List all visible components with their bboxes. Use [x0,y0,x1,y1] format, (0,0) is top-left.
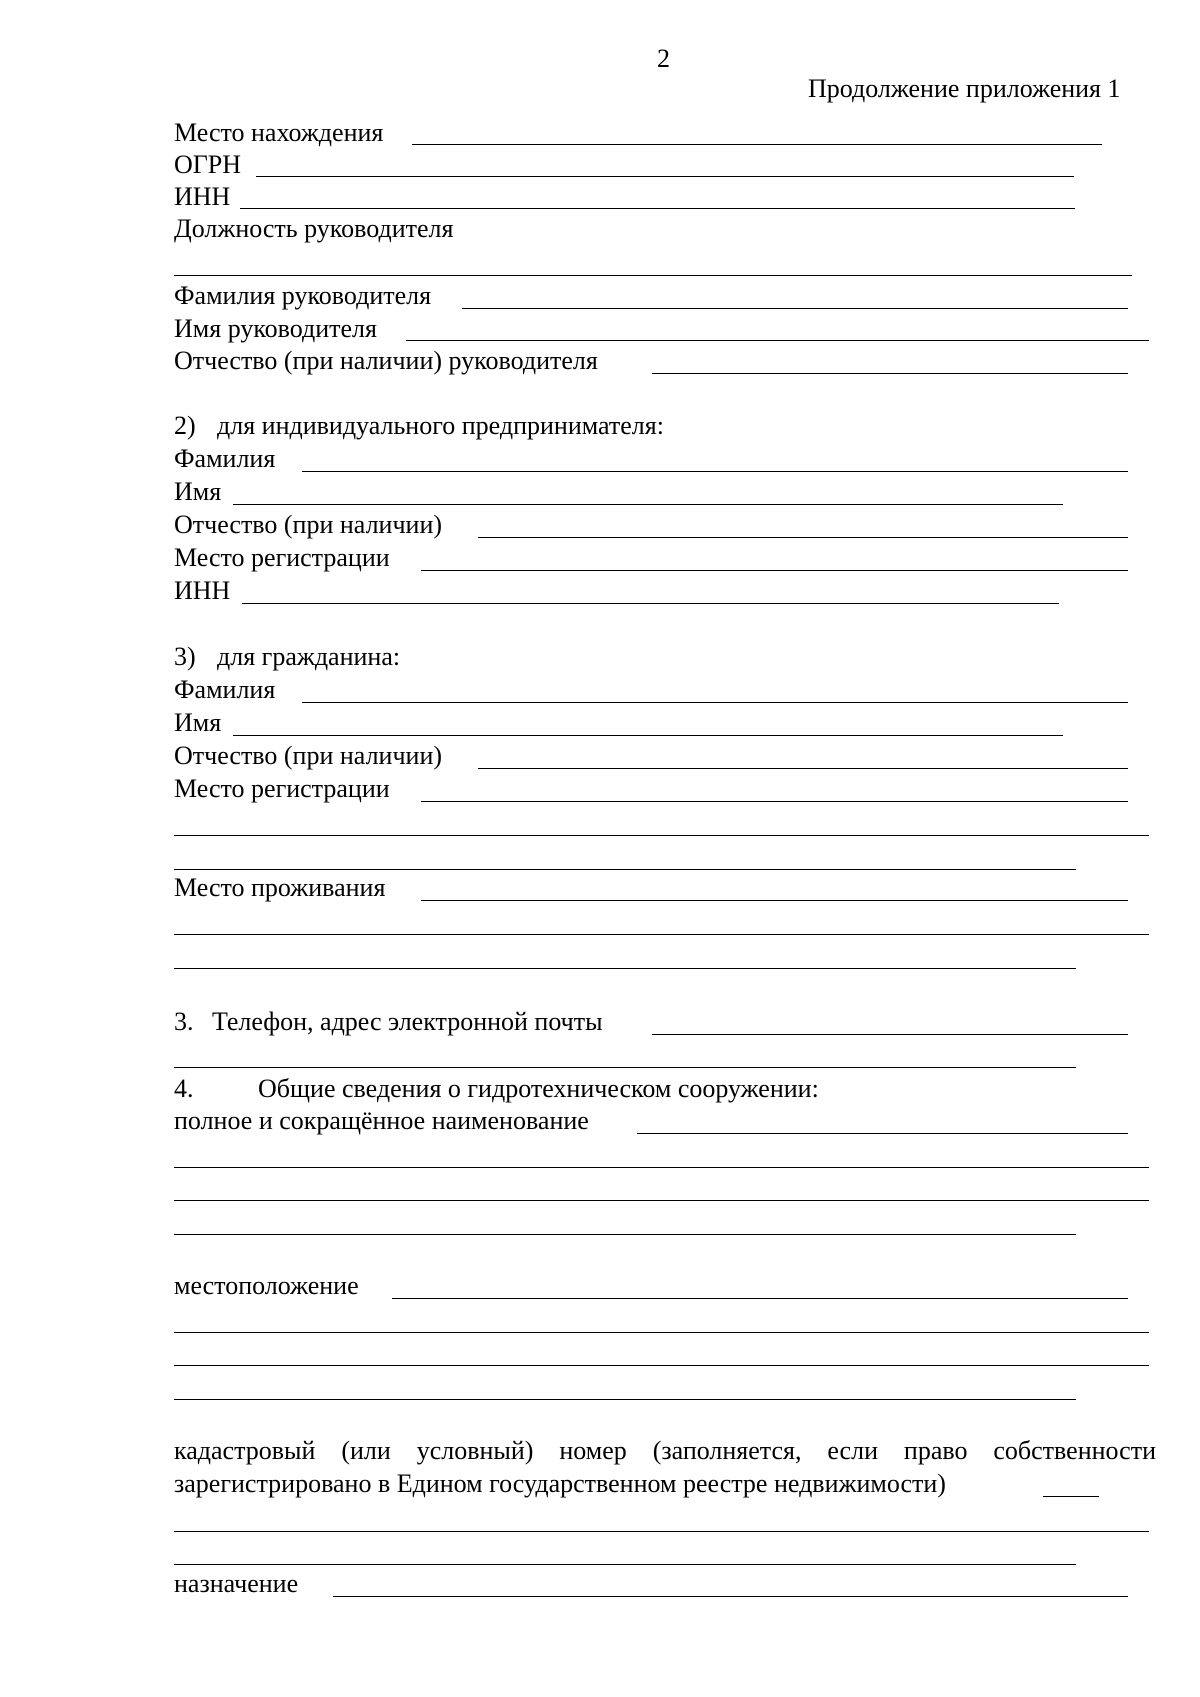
head-surname-label: Фамилия руководителя [174,281,432,310]
purpose-label: назначение [174,1569,299,1598]
ogrn-label: ОГРН [174,150,242,179]
citizen-registration-field[interactable] [421,801,1128,802]
structure-location-field-line4[interactable] [174,1399,1076,1400]
full-name-field-line2[interactable] [174,1167,1149,1168]
location-label: Место нахождения [174,118,384,147]
citizen-patronymic-label: Отчество (при наличии) [174,741,443,770]
head-name-label: Имя руководителя [174,314,377,343]
citizen-registration-field-line3[interactable] [174,869,1076,870]
structure-num: 4. [174,1074,194,1103]
ip-name-label: Имя [174,477,222,506]
citizen-name-label: Имя [174,708,222,737]
structure-heading: Общие сведения о гидротехническом сооружении: [258,1074,819,1103]
ip-heading: для индивидуального предпринимателя: [217,411,664,440]
inn-label: ИНН [174,182,231,211]
full-name-field-line3[interactable] [174,1200,1149,1201]
ogrn-field[interactable] [256,176,1074,177]
head-position-field[interactable] [174,275,1132,276]
full-name-field[interactable] [637,1133,1128,1134]
citizen-registration-field-line2[interactable] [174,835,1149,836]
ip-registration-label: Место регистрации [174,543,390,572]
cadastral-field-line3[interactable] [174,1564,1076,1565]
continuation-note: Продолжение приложения 1 [808,74,1121,103]
head-position-label: Должность руководителя [174,214,454,243]
citizen-residence-field[interactable] [421,900,1128,901]
citizen-registration-label: Место регистрации [174,774,390,803]
ip-surname-field[interactable] [302,471,1128,472]
citizen-surname-field[interactable] [302,702,1128,703]
contacts-field[interactable] [652,1034,1128,1035]
citizen-surname-label: Фамилия [174,675,276,704]
structure-location-field-line3[interactable] [174,1365,1149,1366]
ip-patronymic-label: Отчество (при наличии) [174,510,443,539]
contacts-num: 3. [174,1007,194,1036]
head-patronymic-label: Отчество (при наличии) руководителя [174,346,598,375]
ip-name-field[interactable] [233,504,1063,505]
ip-inn-label: ИНН [174,576,231,605]
page-number: 2 [657,44,670,73]
full-name-field-line4[interactable] [174,1234,1076,1235]
cadastral-field[interactable] [1043,1496,1099,1497]
cadastral-field-line2[interactable] [174,1531,1149,1532]
inn-field[interactable] [240,208,1075,209]
structure-location-label: местоположение [174,1271,359,1300]
contacts-field-line2[interactable] [174,1067,1076,1068]
citizen-residence-field-line3[interactable] [174,968,1076,969]
cadastral-label-line2: зарегистрировано в Едином государственном реестре недвижимости) [174,1469,946,1498]
purpose-field[interactable] [333,1596,1128,1597]
location-field[interactable] [412,144,1102,145]
ip-heading-num: 2) [174,411,196,440]
ip-inn-field[interactable] [242,603,1059,604]
citizen-residence-field-line2[interactable] [174,934,1149,935]
contacts-label: Телефон, адрес электронной почты [212,1007,603,1036]
citizen-name-field[interactable] [233,735,1063,736]
head-name-field[interactable] [406,340,1149,341]
ip-patronymic-field[interactable] [478,537,1128,538]
structure-location-field-line2[interactable] [174,1332,1149,1333]
full-name-label: полное и сокращённое наименование [174,1106,589,1135]
citizen-heading: для гражданина: [217,642,401,671]
citizen-residence-label: Место проживания [174,873,386,902]
citizen-heading-num: 3) [174,642,196,671]
head-surname-field[interactable] [462,308,1128,309]
citizen-patronymic-field[interactable] [478,768,1128,769]
structure-location-field[interactable] [392,1298,1128,1299]
head-patronymic-field[interactable] [652,373,1128,374]
ip-surname-label: Фамилия [174,444,276,473]
cadastral-label-line1: кадастровый (или условный) номер (заполняется, если право собственности [174,1436,1156,1465]
ip-registration-field[interactable] [421,570,1128,571]
